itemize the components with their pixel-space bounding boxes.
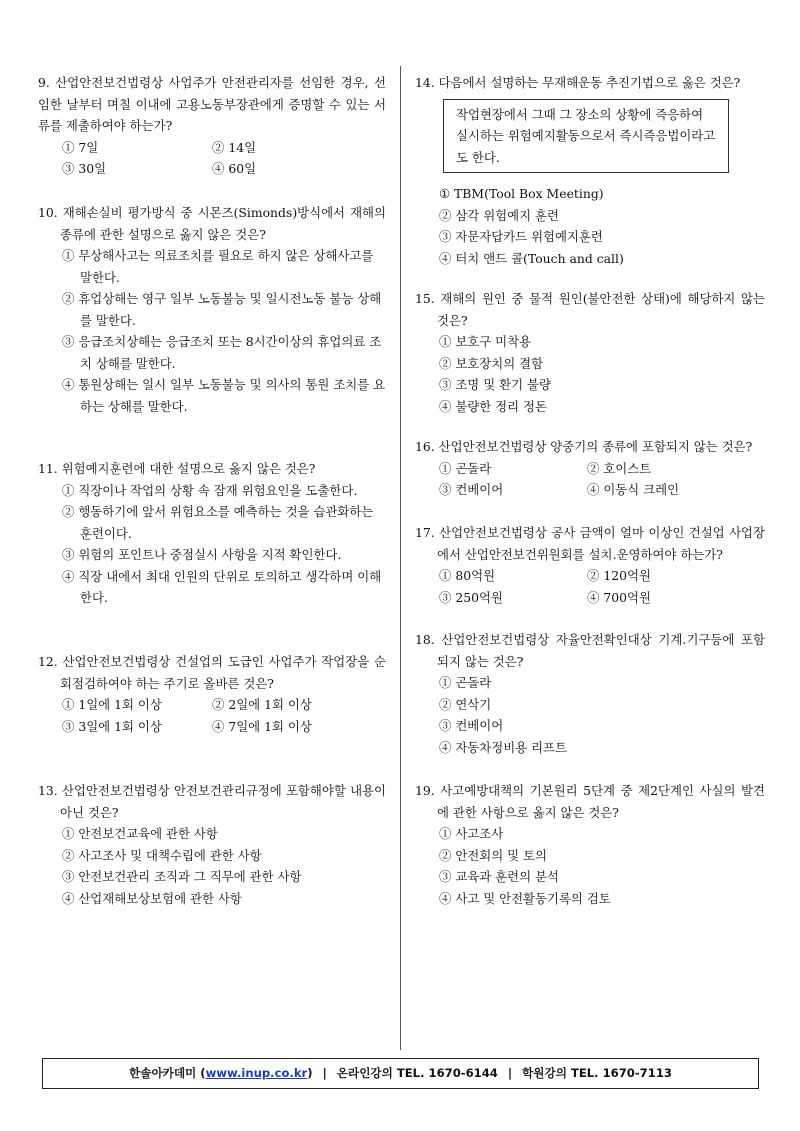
option-list <box>415 458 765 501</box>
option[interactable]: ② 보호장치의 결함 <box>439 355 544 371</box>
question-box: 작업현장에서 그때 그 장소의 상황에 즉응하여 실시하는 위험예지활동으로서 즉시즉응법이라고도 한다. <box>443 99 729 174</box>
question-17 <box>415 522 765 608</box>
footer-offline-phone: 학원강의 TEL. 1670-7113 <box>522 1065 672 1080</box>
option[interactable]: ④ 사고 및 안전활동기록의 검토 <box>439 890 611 906</box>
option-list <box>415 672 765 758</box>
option[interactable]: ② 행동하기에 앞서 위험요소를 예측하는 것을 습관화하는 훈련이다. <box>62 504 374 541</box>
option-list <box>38 137 386 180</box>
option-list <box>38 480 386 609</box>
option[interactable]: ① 안전보건교육에 관한 사항 <box>62 826 218 841</box>
question-10 <box>38 202 386 417</box>
option[interactable]: ① 곤돌라 <box>439 675 492 690</box>
question-9 <box>38 72 386 180</box>
option-list <box>415 331 765 417</box>
question-stem: 18. 산업안전보건법령상 자율안전확인대상 기계․기구등에 포함되지 않는 것은? <box>415 632 765 669</box>
option[interactable]: ① 무상해사고는 의료조치를 필요로 하지 않은 상해사고를 말한다. <box>62 248 374 285</box>
option-list <box>38 245 386 417</box>
option-list <box>415 823 765 909</box>
option[interactable]: ④ 산업재해보상보험에 관한 사항 <box>62 890 242 906</box>
option[interactable]: ② 안전회의 및 토의 <box>439 847 547 863</box>
question-16 <box>415 436 765 501</box>
option[interactable]: ② 휴업상해는 영구 일부 노동불능 및 일시전노동 불능 상해를 말한다. <box>62 291 382 328</box>
option[interactable]: ③ 조명 및 환기 불량 <box>439 377 551 392</box>
option[interactable]: ④ 통원상해는 일시 일부 노동불능 및 의사의 통원 조치를 요하는 상해를 말한다. <box>62 377 386 414</box>
option[interactable]: ③ 컨베이어 <box>439 482 504 497</box>
question-stem: 9. 산업안전보건법령상 사업주가 안전관리자를 선임한 경우, 선임한 날부터 며칠 이내에 고용노동부장관에게 증명할 수 있는 서류를 제출하여야 하는가? <box>38 75 386 133</box>
option[interactable]: ③ 자문자답카드 위험예지훈련 <box>439 229 603 244</box>
question-stem: 16. 산업안전보건법령상 양중기의 종류에 포함되지 않는 것은? <box>415 439 753 454</box>
option-list <box>415 183 765 269</box>
option[interactable]: ② 120억원 <box>587 568 651 583</box>
footer-online-phone: 온라인강의 TEL. 1670-6144 <box>336 1065 498 1080</box>
option[interactable]: ③ 응급조치상해는 응급조치 또는 8시간이상의 휴업의료 조치 상해를 말한다. <box>62 334 382 371</box>
question-11 <box>38 458 386 609</box>
question-stem: 17. 산업안전보건법령상 공사 금액이 얼마 이상인 건설업 사업장에서 산업안전보건위원회를 설치․운영하여야 하는가? <box>415 525 765 562</box>
option[interactable]: ④ 60일 <box>212 161 257 176</box>
option[interactable]: ① 직장이나 작업의 상황 속 잠재 위험요인을 도출한다. <box>62 482 358 498</box>
option[interactable]: ① 1일에 1회 이상 <box>62 697 162 712</box>
option[interactable]: ① TBM(Tool Box Meeting) <box>439 186 604 201</box>
option[interactable]: ③ 30일 <box>62 161 107 176</box>
option-list <box>38 694 386 737</box>
option[interactable]: ① 80억원 <box>439 568 496 583</box>
question-stem: 13. 산업안전보건법령상 안전보건관리규정에 포함해야할 내용이 아닌 것은? <box>38 783 386 820</box>
option[interactable]: ① 사고조사 <box>439 826 504 841</box>
column-divider <box>400 66 401 1050</box>
option[interactable]: ② 14일 <box>212 139 257 155</box>
question-12 <box>38 651 386 737</box>
option[interactable]: ① 보호구 미착용 <box>439 334 532 349</box>
question-stem: 19. 사고예방대책의 기본원리 5단계 중 제2단계인 사실의 발견에 관한 사항으로 옳지 않은 것은? <box>415 783 765 820</box>
option[interactable]: ④ 7일에 1회 이상 <box>212 718 312 734</box>
footer-academy: 한솔아카데미 ( <box>129 1065 206 1080</box>
option[interactable]: ③ 컨베이어 <box>439 718 504 733</box>
option[interactable]: ③ 교육과 훈련의 분석 <box>439 869 559 884</box>
footer-academy-close: ) <box>307 1065 313 1080</box>
option[interactable]: ③ 안전보건관리 조직과 그 직무에 관한 사항 <box>62 869 302 884</box>
option[interactable]: ④ 터치 앤드 콜(Touch and call) <box>439 250 624 266</box>
option[interactable]: ② 사고조사 및 대책수립에 관한 사항 <box>62 847 262 863</box>
option[interactable]: ④ 불량한 정리 정돈 <box>439 398 547 414</box>
footer-url-link[interactable]: www.inup.co.kr <box>205 1065 308 1080</box>
question-stem: 14. 다음에서 설명하는 무재해운동 추진기법으로 옳은 것은? <box>415 75 741 90</box>
option[interactable]: ① 곤돌라 <box>439 460 492 476</box>
option[interactable]: ② 호이스트 <box>587 460 652 476</box>
option[interactable]: ④ 700억원 <box>587 589 651 605</box>
question-stem: 11. 위험예지훈련에 대한 설명으로 옳지 않은 것은? <box>38 461 316 476</box>
question-stem: 12. 산업안전보건법령상 건설업의 도급인 사업주가 작업장을 순회점검하여야 하는 주기로 올바른 것은? <box>38 654 386 691</box>
option[interactable]: ② 연삭기 <box>439 696 492 712</box>
option-list <box>415 565 765 608</box>
question-15 <box>415 288 765 417</box>
option[interactable]: ② 2일에 1회 이상 <box>212 697 312 712</box>
question-13 <box>38 780 386 909</box>
option[interactable]: ② 삼각 위험예지 훈련 <box>439 207 559 223</box>
question-14 <box>415 72 765 269</box>
option[interactable]: ④ 직장 내에서 최대 인원의 단위로 토의하고 생각하며 이해한다. <box>62 568 382 605</box>
question-stem: 15. 재해의 원인 중 물적 원인(불안전한 상태)에 해당하지 않는 것은? <box>415 291 765 328</box>
option[interactable]: ① 7일 <box>62 139 99 155</box>
option[interactable]: ④ 이동식 크레인 <box>587 482 680 497</box>
option-list <box>38 823 386 909</box>
footer-bar <box>42 1058 759 1089</box>
option[interactable]: ③ 위험의 포인트나 중점실시 사항을 지적 확인한다. <box>62 547 342 562</box>
footer-separator: | <box>507 1065 513 1080</box>
option[interactable]: ④ 자동차정비용 리프트 <box>439 739 567 755</box>
footer-separator: | <box>322 1065 327 1080</box>
question-stem: 10. 재해손실비 평가방식 중 시몬즈(Simonds)방식에서 재해의 종류에 관한 설명으로 옳지 않은 것은? <box>38 205 386 242</box>
option[interactable]: ③ 250억원 <box>439 589 503 605</box>
question-19 <box>415 780 765 909</box>
question-18 <box>415 629 765 758</box>
option[interactable]: ③ 3일에 1회 이상 <box>62 718 162 734</box>
